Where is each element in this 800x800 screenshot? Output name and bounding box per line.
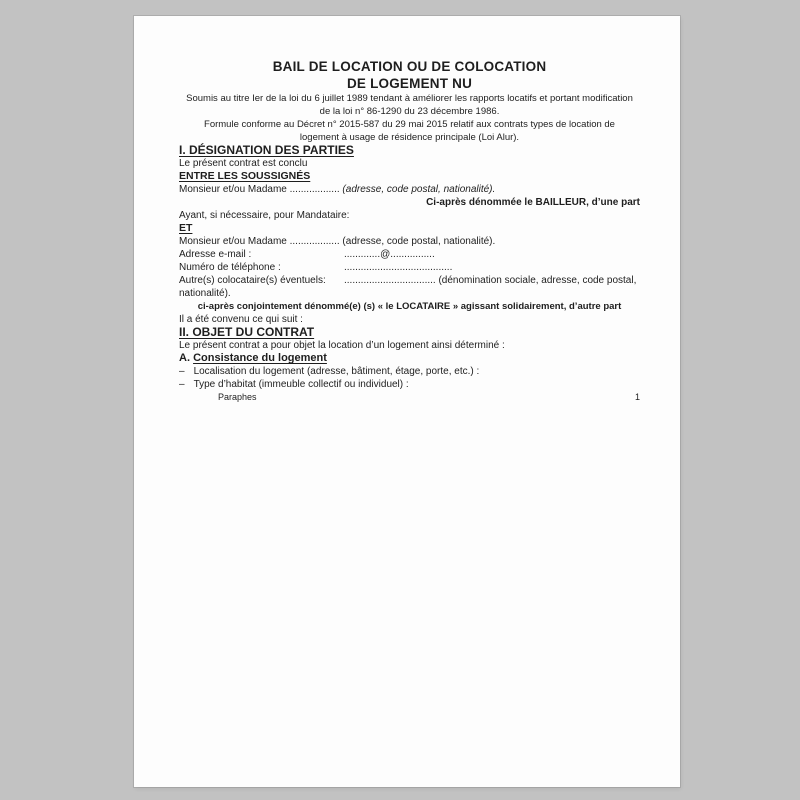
- section-heading-objet-du-contrat: II. OBJET DU CONTRAT: [179, 325, 315, 339]
- email-dotted-blank: .............@................: [344, 249, 435, 260]
- list-item-type-habitat: [179, 378, 640, 391]
- objet-intro-text: Le présent contrat a pour objet la location d’un logement ainsi déterminé :: [179, 340, 505, 351]
- locataire-identity-details-hint: (adresse, code postal, nationalité).: [342, 236, 496, 247]
- paraphes-label: Paraphes: [218, 392, 257, 402]
- preamble-line: Formule conforme au Décret n° 2015-587 du 29 mai 2015 relatif aux contrats types de location de: [204, 119, 615, 130]
- bailleur-identity-prefix: Monsieur et/ou Madame: [179, 184, 287, 195]
- dash-bullet: –: [179, 379, 185, 390]
- bailleur-identity-details-hint: (adresse, code postal, nationalité).: [342, 184, 496, 195]
- list-item-text: Localisation du logement (adresse, bâtiment, étage, porte, etc.) :: [193, 366, 480, 377]
- subsection-consistance-heading: [179, 352, 640, 365]
- convenu-text: Il a été convenu ce qui suit :: [179, 314, 303, 325]
- phone-dotted-blank: .......................................: [344, 262, 453, 273]
- other-cotenants-dotted-blank: [344, 274, 636, 287]
- list-item-localisation: [179, 365, 640, 378]
- other-cotenants-field-row: [179, 274, 640, 287]
- locataire-identity-dotted-blank: ..................: [289, 236, 340, 247]
- entre-les-soussignes-heading: ENTRE LES SOUSSIGNÉS: [179, 170, 311, 182]
- preamble-line: logement à usage de résidence principale (Loi Alur).: [299, 132, 520, 143]
- list-item-text: Type d’habitat (immeuble collectif ou individuel) :: [193, 379, 409, 390]
- et-heading: ET: [179, 222, 193, 234]
- document-title-line1: BAIL DE LOCATION OU DE COLOCATION: [272, 59, 547, 74]
- subsection-title: Consistance du logement: [193, 352, 327, 364]
- preamble-decree-reference: [179, 118, 640, 144]
- section-heading-designation-parties: I. DÉSIGNATION DES PARTIES: [179, 143, 354, 157]
- other-cotenants-details-hint: (dénomination sociale, adresse, code postal,: [438, 275, 637, 286]
- mandataire-line: Ayant, si nécessaire, pour Mandataire:: [179, 210, 350, 221]
- bailleur-identity-dotted-blank: ..................: [289, 184, 340, 195]
- dash-bullet: –: [179, 366, 185, 377]
- other-cotenants-label: Autre(s) colocataire(s) éventuels:: [179, 275, 326, 286]
- preamble-law-reference: [179, 92, 640, 118]
- page-footer: [179, 391, 640, 403]
- document-page: [134, 16, 680, 787]
- locataire-identity-prefix: Monsieur et/ou Madame: [179, 236, 287, 247]
- locataire-identity-line: [179, 235, 640, 248]
- bailleur-identity-line: [179, 183, 640, 196]
- document-title: [179, 58, 640, 92]
- other-cotenants-dots: .................................: [344, 275, 436, 286]
- bailleur-designation-line: Ci-après dénommée le BAILLEUR, d’une part: [426, 197, 640, 208]
- document-title-line2: DE LOGEMENT NU: [346, 76, 473, 91]
- email-field-label: Adresse e-mail :: [179, 249, 252, 260]
- subsection-letter: A.: [179, 352, 190, 364]
- other-cotenants-wrap-line: nationalité).: [179, 288, 231, 299]
- contract-intro-text: Le présent contrat est conclu: [179, 158, 308, 169]
- preamble-line: de la loi n° 86-1290 du 23 décembre 1986.: [319, 106, 500, 117]
- phone-field-label: Numéro de téléphone :: [179, 262, 281, 273]
- preamble-line: Soumis au titre Ier de la loi du 6 juillet 1989 tendant à améliorer les rapports locatifs et portant modification: [186, 93, 633, 104]
- page-number: 1: [634, 392, 640, 402]
- email-field-row: [179, 248, 640, 261]
- phone-field-row: [179, 261, 640, 274]
- locataire-designation-line: ci-après conjointement dénommé(e) (s) « le LOCATAIRE » agissant solidairement, d’autre part: [197, 301, 622, 312]
